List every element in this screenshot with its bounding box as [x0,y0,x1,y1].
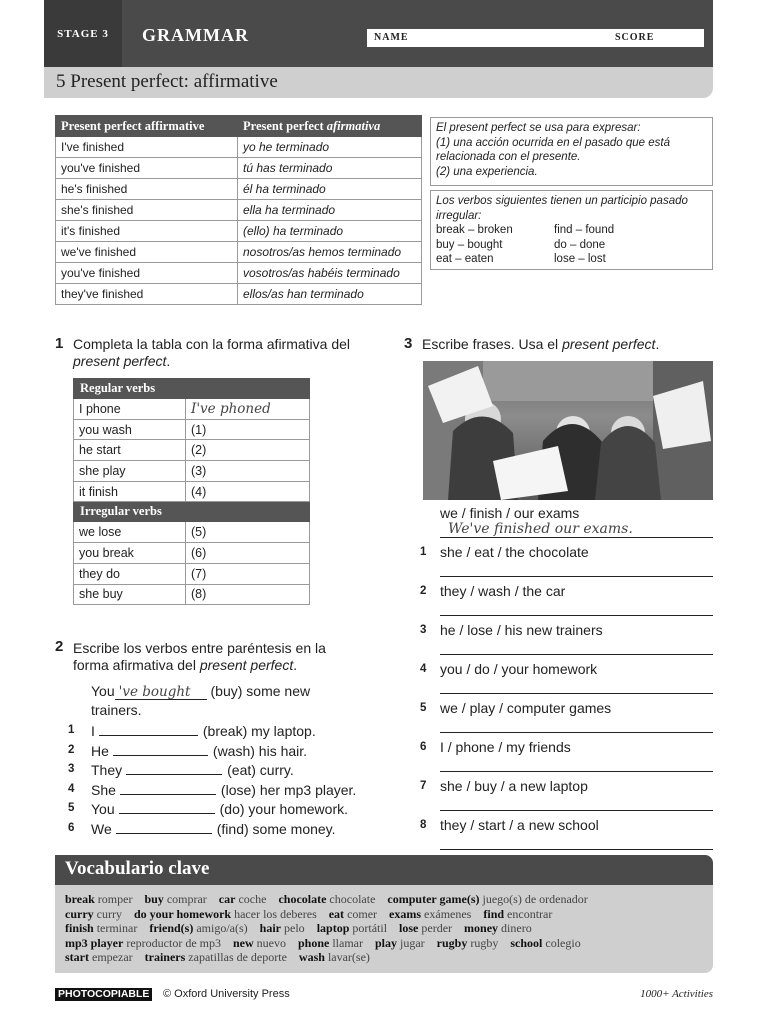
ex1-row [74,461,310,482]
vocab-word: start [65,950,89,965]
ex1-inst-c: . [166,353,171,369]
ex3-item-prompt: they / start / a new school [440,817,599,833]
irregular-pair: break – broken [436,224,513,236]
vocab-translation: juego(s) de ordenador [482,892,588,906]
ex1-irregular-head-row [74,502,310,522]
vocab-translation: rugby [470,935,499,950]
ex3-item-number: 1 [420,546,427,558]
vocab-translation: comer [347,906,378,921]
vocab-word: friend(s) [149,921,194,936]
vocab-translation: pelo [284,921,305,936]
ex2-item [68,722,358,739]
ex2-item-subject: They [91,762,123,778]
students-photo-graphic [423,361,713,500]
vocab-word: finish [65,921,94,936]
ex2-item-rest: (find) some money. [216,820,336,837]
vocab-translation: nuevo [256,935,286,950]
ex2-inst-a: Escribe los verbos entre paréntesis en la forma afirmativa del [73,640,326,673]
conj-head-es-b: afirmativa [326,118,381,133]
ex1-row [74,440,310,461]
ex1-row [74,419,310,440]
ex1-verb: she play [74,461,186,482]
conj-en: you've finished [56,263,238,284]
conj-es: (ello) ha terminado [238,221,422,242]
ex2-item-number: 5 [68,802,75,814]
vocab-translation: zapatillas de deporte [188,950,287,965]
ex1-row [74,584,310,605]
ex1-inst-b: present perfect [73,353,167,369]
ex1-answer: (6) [186,543,310,564]
ex1-verb: I phone [74,399,186,420]
title-bar [44,67,713,98]
ex2-item-blank [120,781,216,795]
students-photo [423,361,713,500]
ex3-item [420,739,713,773]
conjugation-table [55,115,422,305]
vocab-list [55,885,713,973]
ex2-item-rest: (do) your homework. [219,801,349,817]
ex2-item-subject: You [91,801,115,817]
irregular-pair: find – found [554,224,615,236]
ex3-inst-b: present perfect [562,336,656,352]
ex1-regular-head: Regular verbs [74,379,310,399]
ex1-answer: (8) [186,584,310,605]
conj-en: we've finished [56,242,238,263]
ex2-item-blank [116,820,212,834]
ex3-item [420,583,713,617]
vocab-word: do your homework [133,906,232,921]
conj-head-en: Present perfect affirmative [56,116,238,137]
note1-l2: (1) una acción ocurrida en el pasado que está relacionada con el presente. [436,136,670,163]
conj-row [56,137,422,158]
ex3-item-number: 6 [420,741,427,753]
ex2-example-cont: trainers. [91,702,142,718]
ex1-verb: he start [74,440,186,461]
ex3-item-prompt: you / do / your homework [440,661,598,677]
vocab-word: new [232,935,254,950]
ex3-inst-a: Escribe frases. Usa el [422,336,563,352]
ex1-answer: (5) [186,522,310,543]
conj-row [56,263,422,284]
publisher-credit: © Oxford University Press [163,988,290,1000]
vocab-word: play [375,935,398,950]
ex2-item [68,800,358,817]
ex2-item-blank [113,742,208,756]
ex2-item-blank [126,761,222,775]
note1-b: present perfect [449,122,527,134]
ex3-item-answer-line [440,615,713,616]
ex3-item-prompt: she / eat / the chocolate [440,544,589,560]
ex1-number: 1 [55,335,64,352]
note1-l3: (2) una experiencia. [436,165,538,178]
ex1-instruction [73,336,363,370]
ex3-example-rule [440,537,713,538]
ex1-answer: (3) [186,461,310,482]
vocab-word: laptop [316,921,350,936]
ex3-item-number: 4 [420,663,427,675]
ex3-item-prompt: she / buy / a new laptop [440,778,588,794]
ex2-item-number: 6 [68,821,75,834]
vocab-word: rugby [436,935,468,950]
irregular-pair: lose – lost [554,253,606,265]
ex3-item-answer-line [440,732,713,733]
conj-row [56,179,422,200]
ex3-item-prompt: I / phone / my friends [440,739,571,755]
ex2-item-subject: I [91,723,95,739]
vocab-word: buy [144,892,164,906]
ex2-item-subject: She [91,781,116,798]
conj-en: I've finished [56,137,238,158]
ex3-item-answer-line [440,810,713,811]
irregular-pair: do – done [554,238,606,251]
ex2-item-rest: (eat) curry. [227,762,294,778]
conj-es: yo he terminado [238,137,422,158]
note2-intro: Los verbos siguientes tienen un participio pasado irregular: [436,195,688,222]
vocab-translation: chocolate [329,892,376,906]
vocab-word: mp3 player [65,935,124,950]
ex2-item-number: 3 [68,763,75,775]
ex1-row [74,522,310,543]
ex3-item-prompt: they / wash / the car [440,583,566,599]
ex2-number: 2 [55,638,64,655]
vocab-line [65,907,703,922]
ex1-verb: it finish [74,481,186,502]
vocab-translation: portátil [352,921,388,936]
conj-head-es-a: Present perfect [243,118,327,133]
irregular-pair: buy – bought [436,238,503,251]
ex3-item-prompt: we / play / computer games [440,700,612,716]
ex2-example-answer: 've bought [115,686,207,700]
vocab-translation: amigo/a(s) [196,921,248,936]
conj-es: tú has terminado [238,158,422,179]
ex3-item-answer-line [440,771,713,772]
ex2-inst-b: present perfect [199,657,294,673]
ex3-item-number: 2 [420,585,427,597]
vocab-translation: dinero [501,921,532,936]
note1-a: El [436,122,450,134]
conj-es: vosotros/as habéis terminado [238,263,422,284]
ex2-example-subject: You [91,683,115,699]
irregular-pair: eat – eaten [436,253,494,265]
ex3-inst-c: . [655,336,660,352]
ex3-item-number: 5 [420,702,427,714]
conj-en: they've finished [56,284,238,305]
vocab-line [65,936,703,951]
conj-en: you've finished [56,158,238,179]
ex2-item-subject: We [91,820,112,837]
conj-es: nosotros/as hemos terminado [238,242,422,263]
ex1-verb: you break [74,543,186,564]
ex3-item [420,700,713,734]
vocab-translation: colegio [545,935,581,950]
page-title: 5 Present perfect: affirmative [56,71,278,92]
conj-en: she's finished [56,200,238,221]
vocab-word: school [510,935,543,950]
irregular-note [430,190,713,270]
conj-en: he's finished [56,179,238,200]
ex3-item [420,817,713,851]
ex3-example [420,505,713,539]
ex1-verb: they do [74,563,186,584]
ex1-answer: (1) [186,419,310,440]
vocab-translation: terminar [96,921,138,936]
ex3-item-prompt: he / lose / his new trainers [440,622,603,638]
photocopiable-badge: PHOTOCOPIABLE [55,988,152,1001]
vocab-word: computer game(s) [387,892,480,906]
ex3-item [420,661,713,695]
vocab-translation: lavar(se) [327,950,370,965]
ex1-row [74,563,310,584]
vocab-translation: hacer los deberes [234,906,317,921]
vocab-translation: exámenes [424,906,472,921]
note1-c: se usa para expresar: [526,122,641,134]
ex2-item-blank [119,800,215,814]
vocab-translation: encontrar [507,906,553,921]
vocab-line [65,950,703,965]
ex3-item-number: 8 [420,819,427,831]
vocab-title: Vocabulario clave [55,855,713,885]
page-header [44,0,713,67]
ex1-row [74,481,310,502]
ex2-item-number: 1 [68,724,75,736]
ex2-example-rest: (buy) some new [206,683,311,699]
irregular-pairs [436,223,707,267]
book-title: 1000+ Activities [640,988,713,1000]
vocab-word: wash [298,950,325,965]
vocab-word: lose [399,921,419,936]
vocab-translation: empezar [92,950,133,965]
ex1-answer: (4) [186,481,310,502]
ex1-row [74,543,310,564]
conj-es: él ha terminado [238,179,422,200]
conj-en: it's finished [56,221,238,242]
ex2-item-blank [99,722,198,736]
ex1-answer: (2) [186,440,310,461]
ex2-item [68,761,358,778]
stage-label: STAGE 3 [44,0,122,67]
ex1-answer: I've phoned [186,399,310,420]
vocab-word: break [65,892,95,906]
name-label: NAME [374,32,409,43]
conj-row [56,200,422,221]
ex2-item-number: 4 [68,782,75,795]
ex2-item [68,742,358,759]
vocab-translation: jugar [400,935,425,950]
ex1-answer: (7) [186,563,310,584]
ex2-item-rest: (wash) his hair. [212,742,308,759]
usage-note [430,117,713,186]
ex2-item-number: 2 [68,743,75,756]
vocab-word: chocolate [278,892,327,906]
vocab-word: trainers [144,950,186,965]
vocab-translation: comprar [166,892,207,906]
vocab-translation: llamar [332,935,363,950]
vocab-translation: reproductor de mp3 [126,935,221,950]
vocab-line [65,921,703,936]
vocab-word: eat [328,906,345,921]
vocab-line [65,892,703,907]
ex3-item-answer-line [440,849,713,850]
conj-es: ellos/as han terminado [238,284,422,305]
conj-row [56,284,422,305]
vocab-translation: romper [97,892,133,906]
ex2-item [68,820,358,837]
conj-row [56,221,422,242]
vocab-word: hair [259,921,282,936]
vocab-translation: perder [421,921,453,936]
score-label: SCORE [615,32,655,43]
ex1-verb: you wash [74,419,186,440]
section-title: GRAMMAR [142,25,249,45]
vocab-word: exams [389,906,422,921]
vocab-translation: curry [96,906,122,921]
ex3-example-answer: We've finished our exams. [448,521,633,537]
ex3-item-number: 7 [420,780,427,792]
ex3-number: 3 [404,335,413,352]
ex2-example [91,683,310,700]
ex2-item-rest: (lose) her mp3 player. [220,781,357,798]
vocab-word: money [464,921,499,936]
ex3-item-answer-line [440,654,713,655]
vocab-word: find [483,906,505,921]
ex1-inst-a: Completa la tabla con la forma afirmativa del [73,336,351,352]
vocab-word: phone [297,935,330,950]
conj-es: ella ha terminado [238,200,422,221]
vocab-word: car [218,892,236,906]
ex3-item [420,622,713,656]
ex3-example-prompt: we / finish / our exams [440,505,580,521]
ex1-row [74,399,310,420]
ex1-verb: we lose [74,522,186,543]
conj-row [56,242,422,263]
ex1-irregular-head: Irregular verbs [74,502,310,522]
vocab-word: curry [65,906,94,921]
conj-head-es [238,116,422,137]
ex3-item [420,544,713,578]
ex2-item [68,781,358,798]
name-score-box [367,29,704,47]
ex2-instruction [73,640,363,674]
ex2-item-rest: (break) my laptop. [202,723,316,739]
ex2-item-subject: He [91,742,109,759]
ex1-table [73,378,310,605]
ex1-verb: she buy [74,584,186,605]
ex3-item [420,778,713,812]
ex1-regular-head-row [74,379,310,399]
ex3-item-answer-line [440,576,713,577]
vocab-translation: coche [238,892,267,906]
ex3-instruction [422,336,713,353]
ex3-item-answer-line [440,693,713,694]
ex2-inst-c: . [293,657,298,673]
ex3-item-number: 3 [420,624,427,636]
conj-row [56,158,422,179]
